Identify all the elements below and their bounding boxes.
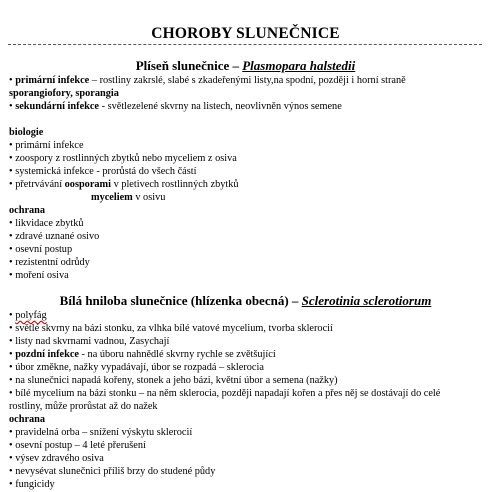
section2-body [9, 309, 485, 491]
list-item: • listy nad skvrnami vadnou, Zasychají [9, 336, 170, 347]
spacer [9, 113, 485, 126]
subheading-biologie: biologie [9, 127, 44, 138]
section1-heading [0, 58, 491, 74]
list-item: • osevní postup – 4 leté přerušení [9, 440, 146, 451]
list-item: • přetrvávání oosporami v pletivech rostlinných zbytků [9, 179, 239, 190]
list-item: • na slunečnici napadá kořeny, stonek a jeho bázi, květní úbor a semena (nažky) [9, 375, 338, 386]
list-item: • fungicidy [9, 479, 55, 490]
subheading-ochrana: ochrana [9, 414, 46, 425]
list-item: • zdravé uznané osivo [9, 231, 100, 242]
list-item: • primární infekce – rostliny zakrslé, slabé s zkadeřenými listy,na spodní, později i horní straně [9, 75, 406, 86]
list-item: • polyfág [9, 310, 47, 321]
title-divider [8, 44, 482, 45]
list-item: • světlé skvrny na bázi stonku, za vlhka bílé vatové mycelium, tvorba sklerocií [9, 323, 333, 334]
section1-heading-latin: Plasmopara halstedii [242, 58, 356, 73]
section2-heading-text: Bílá hniloba slunečnice (hlízenka obecná) – [59, 293, 302, 308]
list-item: • moření osiva [9, 270, 69, 281]
list-item: • systemická infekce - prorůstá do všech částí [9, 166, 197, 177]
page-title: CHOROBY SLUNEČNICE [151, 25, 340, 42]
list-item: • bílé mycelium na bázi stonku – na něm sklerocia, později napadají kořen a přes něj se dostávají do celé [9, 388, 441, 399]
list-item: • nevysévat slunečnici příliš brzy do studené půdy [9, 466, 216, 477]
section2-heading-latin: Sclerotinia sclerotiorum [301, 293, 432, 308]
section1-body [9, 74, 485, 282]
list-item: • primární infekce [9, 140, 84, 151]
section1-heading-text: Plíseň slunečnice – [135, 58, 243, 73]
list-item: • sekundární infekce - světlezelené skvrny na listech, neovlivněn výnos semene [9, 101, 342, 112]
list-item: • výsev zdravého osiva [9, 453, 104, 464]
list-item: • osevní postup [9, 244, 73, 255]
list-item: • rezistentní odrůdy [9, 257, 90, 268]
list-item: • pozdní infekce - na úboru nahnědlé skvrny rychle se zvětšující [9, 349, 276, 360]
list-item-continuation: rostliny, může prorůstat až do nažek [9, 401, 158, 412]
list-item: • pravidelná orba – snížení výskytu sklerocií [9, 427, 193, 438]
subheading-ochrana: ochrana [9, 205, 46, 216]
list-item: sporangiofory, sporangia [9, 88, 119, 99]
list-item: myceliem v osivu [91, 192, 166, 203]
list-item: • úbor změkne, nažky vypadávají, úbor se rozpadá – sklerocia [9, 362, 264, 373]
section2-heading [0, 293, 491, 309]
list-item: • likvidace zbytků [9, 218, 84, 229]
list-item: • zoospory z rostlinných zbytků nebo myceliem z osiva [9, 153, 237, 164]
